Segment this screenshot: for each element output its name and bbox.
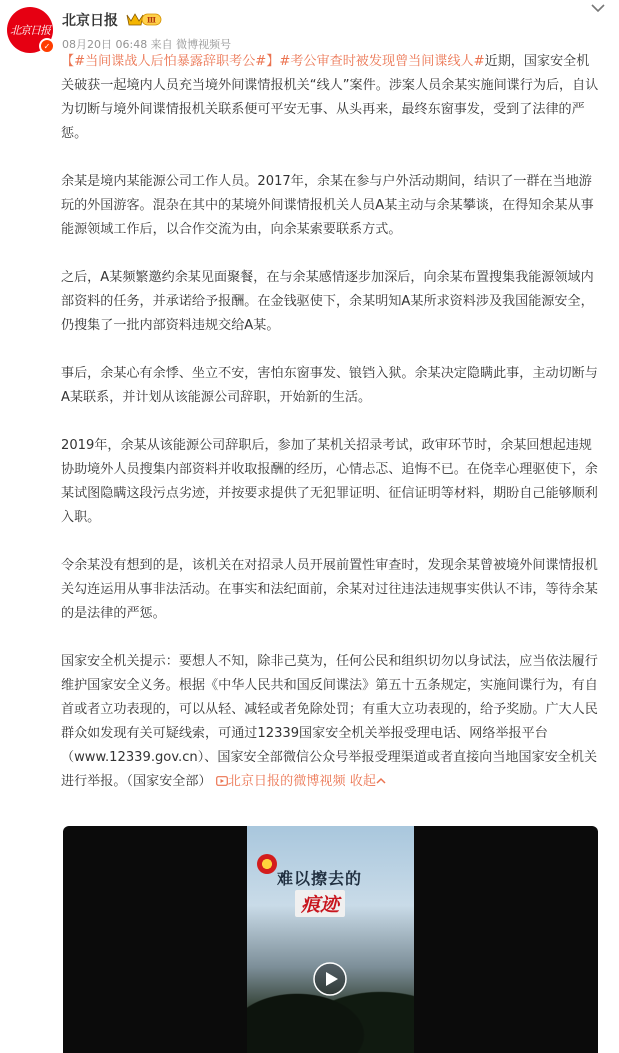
video-link[interactable]	[216, 774, 346, 789]
police-emblem-icon	[257, 854, 277, 874]
video-link-label: 北京日报的微博视频	[227, 774, 346, 789]
video-thumbnail	[247, 826, 414, 1053]
collapse-label: 收起	[349, 774, 376, 789]
verified-icon: ✓	[39, 38, 55, 54]
video-player[interactable]	[63, 826, 598, 1053]
author-name[interactable]: 北京日报	[62, 13, 118, 29]
paragraph-1	[61, 50, 601, 146]
video-play-icon	[216, 776, 228, 786]
paragraph-3: 之后，A某频繁邀约余某见面聚餐，在与余某感情逐步加深后，向余某布置搜集我能源领域内部资料的任务，并承诺给予报酬。在金钱驱使下，余某明知A某所求资料涉及我国能源安全，仍搜集了一批内部资料违规交给A某。	[61, 270, 594, 333]
paragraph-7-text: 国家安全机关提示：要想人不知，除非己莫为，任何公民和组织切勿以身试法，应当依法履行维护国家安全义务。根据《中华人民共和国反间谍法》第五十五条规定，实施间谍行为，有自首或者立功表现的，可以从轻、减轻或者免除处罚；有重大立功表现的，给予奖励。广大人民群众如发现有关可疑线索，可通过12339国家安全机关举报受理电话、网络举报平台（www.12339.gov.cn）、国家安全部微信公众号举报受理渠道或者直接向当地国家安全机关进行举报。（国家安全部）	[61, 654, 598, 789]
svg-text:Ⅲ: Ⅲ	[146, 15, 157, 25]
chevron-down-icon[interactable]	[589, 2, 607, 14]
topic-link-1[interactable]: 【#当间谍战人后怕暴露辞职考公#】	[61, 54, 280, 69]
play-button-icon[interactable]	[313, 962, 347, 996]
paragraph-6: 令余某没有想到的是，该机关在对招录人员开展前置性审查时，发现余某曾被境外间谍情报机关勾连运用从事非法活动。在事实和法纪面前，余某对过往违法违规事实供认不讳，等待余某的是法律的严惩。	[61, 558, 598, 621]
paragraph-7	[61, 650, 601, 794]
video-subtitle: 痕迹	[295, 890, 345, 917]
collapse-button[interactable]	[350, 774, 386, 789]
paragraph-5: 2019年，余某从该能源公司辞职后，参加了某机关招录考试，政审环节时，余某回想起违规协助境外人员搜集内部资料并收取报酬的经历，心情忐忑、追悔不已。在侥幸心理驱使下，余某试图隐瞒这段污点劣迹，并按要求提供了无犯罪证明、征信证明等材料，期盼自己能够顺利入职。	[61, 438, 598, 525]
video-title: 难以擦去的	[277, 869, 363, 888]
paragraph-4: 事后，余某心有余悸、坐立不安，害怕东窗事发、锒铛入狱。余某决定隐瞒此事，主动切断与A某联系，并计划从该能源公司辞职，开始新的生活。	[61, 366, 598, 405]
avatar[interactable]	[7, 7, 53, 53]
vip-crown-icon	[126, 11, 162, 27]
post-meta: 08月20日 06:48 来自 微博视频号	[62, 38, 232, 51]
chevron-up-icon	[376, 777, 386, 785]
post-content	[61, 50, 601, 818]
paragraph-1-text: 近期，国家安全机关破获一起境内人员充当境外间谍情报机关“线人”案件。涉案人员余某实施间谍行为后，自认为切断与境外间谍情报机关联系便可平安无事、从头再来，最终东窗事发，受到了法律的严惩。	[61, 54, 599, 141]
avatar-logo: 北京日报	[7, 7, 53, 53]
topic-link-2[interactable]: #考公审查时被发现曾当间谍线人#	[279, 54, 485, 69]
paragraph-2: 余某是境内某能源公司工作人员。2017年，余某在参与户外活动期间，结识了一群在当地游玩的外国游客。混杂在其中的某境外间谍情报机关人员A某主动与余某攀谈，在得知余某从事能源领域工作后，以合作交流为由，向余某索要联系方式。	[61, 174, 594, 237]
